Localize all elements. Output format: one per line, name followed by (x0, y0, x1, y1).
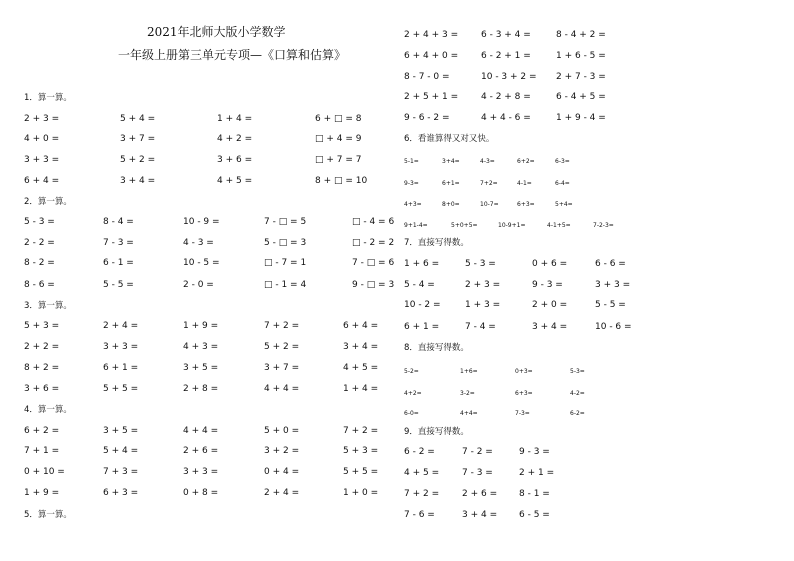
problem: 2 - 2 = (24, 238, 55, 248)
problem: 0 + 6 = (532, 259, 568, 269)
section-heading: 4．算一算。 (24, 405, 72, 415)
problem: 2 + 4 = (264, 488, 300, 498)
problem: □ - 4 = 6 (352, 217, 395, 227)
problem: 10 - 9 = (183, 217, 220, 227)
problem: 6 - 5 = (519, 510, 550, 520)
problem: 2 + 0 = (532, 300, 568, 310)
problem: 8 - 7 - 0 = (404, 72, 450, 82)
problem: 6+3= (515, 390, 533, 397)
problem: 5-3= (570, 368, 585, 375)
problem: 6+2= (517, 158, 535, 165)
problem: 3 + 5 = (103, 426, 139, 436)
problem: 7 + 2 = (343, 426, 379, 436)
problem: 10 - 3 + 2 = (481, 72, 537, 82)
page-subtitle: 一年级上册第三单元专项—《口算和估算》 (118, 48, 347, 62)
problem: 6 + 2 = (24, 426, 60, 436)
problem: 4 + 4 = (183, 426, 219, 436)
problem: 1+6= (460, 368, 478, 375)
problem: 3 + 5 = (183, 363, 219, 373)
problem: 0+3= (515, 368, 533, 375)
problem: 10-9+1= (498, 222, 526, 229)
problem: 2 + 5 + 1 = (404, 92, 459, 102)
problem: 6 - 2 = (404, 447, 435, 457)
problem: 5 + 4 = (120, 114, 156, 124)
problem: 3 + 6 = (217, 155, 253, 165)
problem: 5 - 5 = (103, 280, 134, 290)
problem: 9 - 3 = (519, 447, 550, 457)
problem: 3+4= (442, 158, 460, 165)
problem: 2 + 2 = (24, 342, 60, 352)
problem: 5+4= (555, 201, 573, 208)
problem: 4 + 2 = (217, 134, 253, 144)
problem: 7 - □ = 6 (352, 258, 395, 268)
problem: 3 + 4 = (532, 322, 568, 332)
problem: 7 - 4 = (465, 322, 496, 332)
problem: 6 + 1 = (103, 363, 139, 373)
problem: 6 + 1 = (404, 322, 440, 332)
problem: 3 + 6 = (24, 384, 60, 394)
problem: 3-2= (460, 390, 475, 397)
problem: 3 + 3 = (183, 467, 219, 477)
section-heading: 9．直接写得数。 (404, 427, 469, 437)
problem: 4 + 5 = (404, 468, 440, 478)
problem: 7 + 1 = (24, 446, 60, 456)
problem: 1 + 0 = (343, 488, 379, 498)
section-heading: 6．看谁算得又对又快。 (404, 134, 495, 144)
problem: 5 + 2 = (264, 342, 300, 352)
problem: 6 + 4 + 0 = (404, 51, 459, 61)
problem: 1 + 9 = (24, 488, 60, 498)
problem: 6 - 4 + 5 = (556, 92, 606, 102)
problem: 8 - 6 = (24, 280, 55, 290)
problem: 8 + 2 = (24, 363, 60, 373)
problem: 6 - 1 = (103, 258, 134, 268)
problem: □ - 2 = 2 (352, 238, 395, 248)
problem: 5-1= (404, 158, 419, 165)
problem: 1 + 3 = (465, 300, 501, 310)
problem: 3 + 4 = (120, 176, 156, 186)
section-heading: 7．直接写得数。 (404, 238, 469, 248)
problem: 9-3= (404, 180, 419, 187)
page-title: 2021年北师大版小学数学 (147, 25, 286, 39)
problem: 7 - 3 = (103, 238, 134, 248)
problem: 4+2= (404, 390, 422, 397)
problem: 5 - 3 = (465, 259, 496, 269)
problem: 5-2= (404, 368, 419, 375)
problem: 6-2= (570, 410, 585, 417)
problem: 3 + 4 = (343, 342, 379, 352)
problem: 4-1+5= (547, 222, 571, 229)
problem: 4 + 5 = (217, 176, 253, 186)
problem: 4 - 2 + 8 = (481, 92, 531, 102)
problem: 6 + 4 = (24, 176, 60, 186)
problem: 3 + 3 = (103, 342, 139, 352)
problem: 7 + 2 = (404, 489, 440, 499)
problem: 5+0+5= (451, 222, 478, 229)
problem: 4-3= (480, 158, 495, 165)
problem: 9+1-4= (404, 222, 428, 229)
problem: 8 - 1 = (519, 489, 550, 499)
problem: 5 + 2 = (120, 155, 156, 165)
problem: 8 + □ = 10 (315, 176, 368, 186)
problem: 3 + 3 = (595, 280, 631, 290)
problem: 1 + 6 = (404, 259, 440, 269)
problem: 4+4= (460, 410, 478, 417)
problem: 2 + 4 = (103, 321, 139, 331)
problem: 6-3= (555, 158, 570, 165)
problem: 3 + 7 = (120, 134, 156, 144)
problem: 5 + 5 = (103, 384, 139, 394)
problem: 8 - 4 + 2 = (556, 30, 606, 40)
section-heading: 2．算一算。 (24, 197, 72, 207)
problem: 0 + 4 = (264, 467, 300, 477)
problem: 4 + 3 = (183, 342, 219, 352)
problem: 5 + 4 = (103, 446, 139, 456)
problem: 4 - 3 = (183, 238, 214, 248)
problem: □ - 1 = 4 (264, 280, 307, 290)
problem: 1 + 4 = (343, 384, 379, 394)
problem: 7-2-3= (593, 222, 614, 229)
problem: 6+3= (517, 201, 535, 208)
problem: 1 + 9 = (183, 321, 219, 331)
section-heading: 3．算一算。 (24, 301, 72, 311)
problem: 1 + 6 - 5 = (556, 51, 606, 61)
section-heading: 5．算一算。 (24, 510, 72, 520)
problem: 4-2= (570, 390, 585, 397)
problem: 10 - 5 = (183, 258, 220, 268)
problem: 7 - 6 = (404, 510, 435, 520)
problem: 2 + 7 - 3 = (556, 72, 606, 82)
problem: 3 + 2 = (264, 446, 300, 456)
problem: 4 + 4 - 6 = (481, 113, 531, 123)
problem: 2 + 3 = (24, 114, 60, 124)
problem: 6-4= (555, 180, 570, 187)
problem: 6 - 2 + 1 = (481, 51, 531, 61)
problem: 3 + 4 = (462, 510, 498, 520)
problem: 5 + 3 = (24, 321, 60, 331)
problem: 10 - 2 = (404, 300, 441, 310)
problem: 9 - 6 - 2 = (404, 113, 450, 123)
problem: 0 + 10 = (24, 467, 65, 477)
problem: 5 - 5 = (595, 300, 626, 310)
problem: 5 - 4 = (404, 280, 435, 290)
problem: 6 + 3 = (103, 488, 139, 498)
problem: 6 - 6 = (595, 259, 626, 269)
problem: 2 + 4 + 3 = (404, 30, 459, 40)
problem: 4+3= (404, 201, 422, 208)
problem: 6 + 4 = (343, 321, 379, 331)
problem: 1 + 4 = (217, 114, 253, 124)
problem: 5 + 3 = (343, 446, 379, 456)
problem: 10-7= (480, 201, 499, 208)
problem: 2 + 6 = (183, 446, 219, 456)
problem: 8 - 2 = (24, 258, 55, 268)
problem: 4 + 0 = (24, 134, 60, 144)
problem: 10 - 6 = (595, 322, 632, 332)
problem: 6 + □ = 8 (315, 114, 362, 124)
problem: □ + 7 = 7 (315, 155, 362, 165)
problem: 7-3= (515, 410, 530, 417)
problem: □ + 4 = 9 (315, 134, 362, 144)
problem: 7 + 3 = (103, 467, 139, 477)
problem: 7 - 3 = (462, 468, 493, 478)
problem: □ - 7 = 1 (264, 258, 307, 268)
problem: 8 - 4 = (103, 217, 134, 227)
problem: 6 - 3 + 4 = (481, 30, 531, 40)
problem: 5 - □ = 3 (264, 238, 307, 248)
problem: 9 - □ = 3 (352, 280, 395, 290)
problem: 4 + 4 = (264, 384, 300, 394)
problem: 7 - □ = 5 (264, 217, 307, 227)
problem: 2 + 3 = (465, 280, 501, 290)
problem: 4-1= (517, 180, 532, 187)
problem: 1 + 9 - 4 = (556, 113, 606, 123)
problem: 2 + 8 = (183, 384, 219, 394)
problem: 9 - 3 = (532, 280, 563, 290)
problem: 2 - 0 = (183, 280, 214, 290)
problem: 0 + 8 = (183, 488, 219, 498)
problem: 5 - 3 = (24, 217, 55, 227)
section-heading: 8．直接写得数。 (404, 343, 469, 353)
problem: 2 + 1 = (519, 468, 555, 478)
problem: 3 + 7 = (264, 363, 300, 373)
problem: 5 + 5 = (343, 467, 379, 477)
section-heading: 1．算一算。 (24, 93, 72, 103)
problem: 3 + 3 = (24, 155, 60, 165)
problem: 7+2= (480, 180, 498, 187)
problem: 5 + 0 = (264, 426, 300, 436)
problem: 7 + 2 = (264, 321, 300, 331)
problem: 6-0= (404, 410, 419, 417)
problem: 8+0= (442, 201, 460, 208)
problem: 2 + 6 = (462, 489, 498, 499)
problem: 7 - 2 = (462, 447, 493, 457)
problem: 6+1= (442, 180, 460, 187)
problem: 4 + 5 = (343, 363, 379, 373)
